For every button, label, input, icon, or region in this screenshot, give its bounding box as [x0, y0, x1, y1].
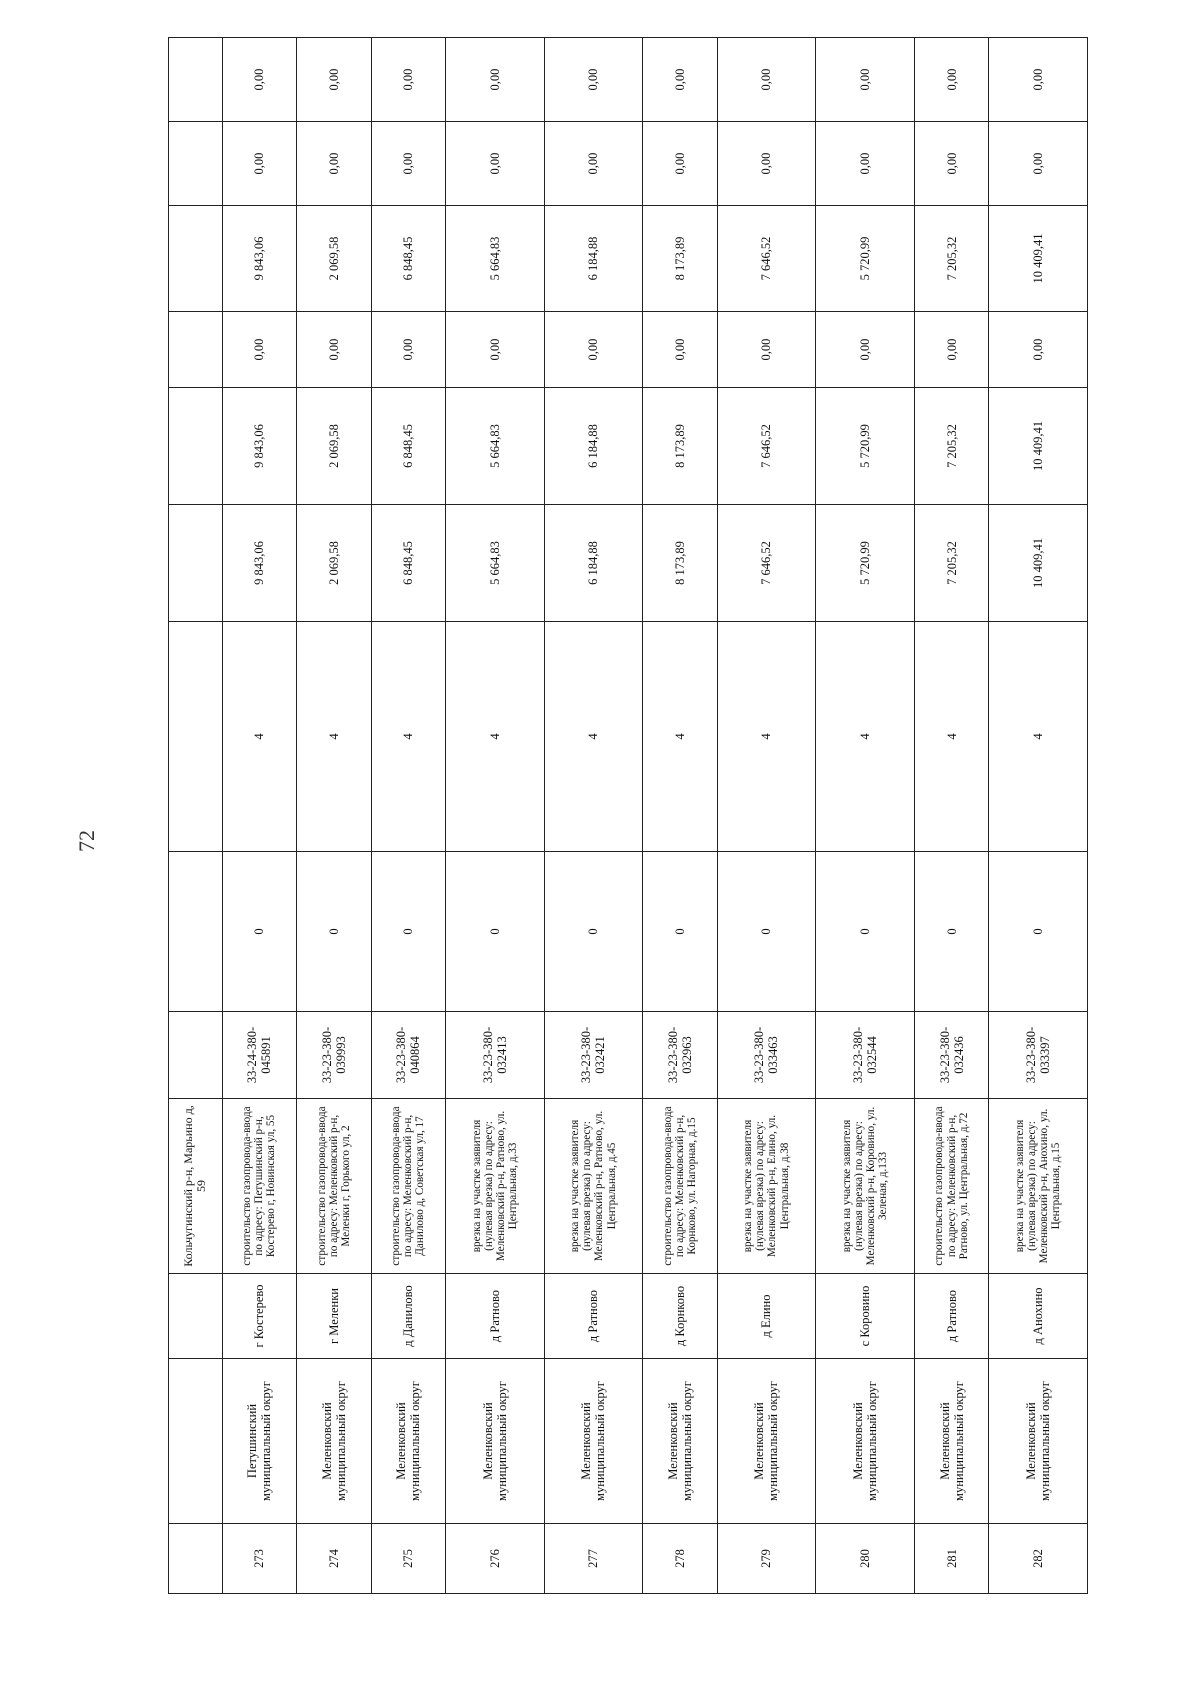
cell-cadastre: 33-23-380-032436 [914, 1012, 988, 1099]
cell-v6: 0,00 [989, 38, 1088, 122]
cell-cadastre: 33-23-380-032413 [446, 1012, 545, 1099]
table-row [446, 38, 545, 1594]
cell-cadastre [169, 1012, 223, 1099]
cell-v2: 7 646,52 [717, 388, 816, 505]
cell-v5: 0,00 [989, 122, 1088, 206]
cell-cadastre: 33-23-380-033463 [717, 1012, 816, 1099]
cell-cadastre: 33-23-380-032963 [643, 1012, 717, 1099]
cell-col-b: 4 [816, 622, 915, 852]
cell-v5: 0,00 [544, 122, 643, 206]
table-row [816, 38, 915, 1594]
cell-address: врезка на участке заявителя (нулевая врезка) по адресу: Меленковский р-н, Анохино, ул. Центральная, д.15 [989, 1099, 1088, 1274]
cell-v4: 6 848,45 [371, 206, 445, 312]
cell-col-a: 0 [544, 852, 643, 1012]
cell-settlement: г Меленки [297, 1274, 371, 1359]
cell-v2: 7 205,32 [914, 388, 988, 505]
cell-no: 281 [914, 1524, 988, 1594]
page-number: 72 [74, 830, 99, 852]
cell-v4: 8 173,89 [643, 206, 717, 312]
cell-v4: 10 409,41 [989, 206, 1088, 312]
table-row [914, 38, 988, 1594]
cell-v1: 7 646,52 [717, 505, 816, 622]
cell-address: врезка на участке заявителя (нулевая врезка) по адресу: Меленковский р-н, Ратново, ул. Центральная, д.33 [446, 1099, 545, 1274]
cell-col-a: 0 [446, 852, 545, 1012]
cell-district: Меленковский муниципальный округ [446, 1359, 545, 1524]
cell-settlement: д Ратново [914, 1274, 988, 1359]
cell-settlement: д Данилово [371, 1274, 445, 1359]
cell-col-b: 4 [643, 622, 717, 852]
cell-district: Меленковский муниципальный округ [717, 1359, 816, 1524]
cell-v2: 5 720,99 [816, 388, 915, 505]
table-row [222, 38, 296, 1594]
cell-v3: 0,00 [222, 312, 296, 388]
cell-v1: 8 173,89 [643, 505, 717, 622]
cell-col-b [169, 622, 223, 852]
cell-district: Меленковский муниципальный округ [816, 1359, 915, 1524]
table-frame [168, 68, 1088, 1594]
cell-v2: 6 848,45 [371, 388, 445, 505]
cell-col-b: 4 [222, 622, 296, 852]
cell-address: строительство газопровода-ввода по адресу: Петушинский р-н, Костерево г, Новинская ул, 55 [222, 1099, 296, 1274]
cell-no: 280 [816, 1524, 915, 1594]
cell-v3: 0,00 [371, 312, 445, 388]
cell-cadastre: 33-23-380-040864 [371, 1012, 445, 1099]
cell-col-a: 0 [297, 852, 371, 1012]
cell-col-b: 4 [371, 622, 445, 852]
cell-settlement: д Анохино [989, 1274, 1088, 1359]
cell-v3: 0,00 [643, 312, 717, 388]
table-row [643, 38, 717, 1594]
cell-v6 [169, 38, 223, 122]
cell-settlement: д Ратново [446, 1274, 545, 1359]
cell-cadastre: 33-23-380-032544 [816, 1012, 915, 1099]
cell-v3: 0,00 [989, 312, 1088, 388]
cell-district: Меленковский муниципальный округ [643, 1359, 717, 1524]
cell-col-a: 0 [989, 852, 1088, 1012]
cell-no: 275 [371, 1524, 445, 1594]
table-row [989, 38, 1088, 1594]
cell-v3 [169, 312, 223, 388]
cell-v2: 9 843,06 [222, 388, 296, 505]
table-row [297, 38, 371, 1594]
cell-col-b: 4 [446, 622, 545, 852]
cell-v6: 0,00 [717, 38, 816, 122]
cell-col-a: 0 [222, 852, 296, 1012]
cell-v4: 9 843,06 [222, 206, 296, 312]
cell-v3: 0,00 [717, 312, 816, 388]
cell-address: строительство газопровода-ввода по адресу: Меленковский р-н, Данилово д, Советская ул, 17 [371, 1099, 445, 1274]
cell-v4: 7 646,52 [717, 206, 816, 312]
cell-district: Меленковский муниципальный округ [989, 1359, 1088, 1524]
cell-col-a: 0 [371, 852, 445, 1012]
cell-no: 276 [446, 1524, 545, 1594]
cell-v5: 0,00 [297, 122, 371, 206]
cell-address: строительство газопровода-ввода по адресу: Меленковский р-н, Ратново, ул. Центральная, д.72 [914, 1099, 988, 1274]
cell-district: Меленковский муниципальный округ [371, 1359, 445, 1524]
cell-address: врезка на участке заявителя (нулевая врезка) по адресу: Меленковский р-н, Ратново, ул. Центральная, д.45 [544, 1099, 643, 1274]
cell-address: врезка на участке заявителя (нулевая врезка) по адресу: Меленковский р-н, Елино, ул. Центральная, д.38 [717, 1099, 816, 1274]
cell-address: строительство газопровода-ввода по адресу: Меленковский р-н, Меленки г, Горького ул, 2 [297, 1099, 371, 1274]
cell-settlement: д Корнково [643, 1274, 717, 1359]
cell-col-a: 0 [717, 852, 816, 1012]
table-body [169, 38, 1088, 1594]
cell-v4: 5 664,83 [446, 206, 545, 312]
cell-v1: 5 720,99 [816, 505, 915, 622]
cell-no: 278 [643, 1524, 717, 1594]
cell-v1: 10 409,41 [989, 505, 1088, 622]
cell-v4 [169, 206, 223, 312]
cell-v3: 0,00 [914, 312, 988, 388]
cell-v1: 9 843,06 [222, 505, 296, 622]
cell-district: Петушинский муниципальный округ [222, 1359, 296, 1524]
cell-v6: 0,00 [446, 38, 545, 122]
cell-v2 [169, 388, 223, 505]
cell-settlement: с Коровино [816, 1274, 915, 1359]
cell-v3: 0,00 [297, 312, 371, 388]
table-row [717, 38, 816, 1594]
cell-v4: 2 069,58 [297, 206, 371, 312]
cell-v6: 0,00 [643, 38, 717, 122]
cell-settlement: г Костерево [222, 1274, 296, 1359]
cell-col-a: 0 [643, 852, 717, 1012]
cell-v5 [169, 122, 223, 206]
cell-no: 282 [989, 1524, 1088, 1594]
cell-cadastre: 33-23-380-039993 [297, 1012, 371, 1099]
cell-v6: 0,00 [544, 38, 643, 122]
cell-v6: 0,00 [816, 38, 915, 122]
cell-v4: 5 720,99 [816, 206, 915, 312]
cell-v3: 0,00 [544, 312, 643, 388]
cell-col-b: 4 [717, 622, 816, 852]
cell-col-b: 4 [989, 622, 1088, 852]
cell-no: 279 [717, 1524, 816, 1594]
rotated-table [168, 68, 1088, 1594]
cell-settlement [169, 1274, 223, 1359]
cell-v5: 0,00 [371, 122, 445, 206]
cell-v1: 6 184,88 [544, 505, 643, 622]
cell-cadastre: 33-24-380-045891 [222, 1012, 296, 1099]
cell-v5: 0,00 [643, 122, 717, 206]
cell-v1: 5 664,83 [446, 505, 545, 622]
cell-col-b: 4 [297, 622, 371, 852]
cell-cadastre: 33-23-380-032421 [544, 1012, 643, 1099]
cell-v1: 2 069,58 [297, 505, 371, 622]
cell-v2: 8 173,89 [643, 388, 717, 505]
cell-v5: 0,00 [914, 122, 988, 206]
cell-address: врезка на участке заявителя (нулевая врезка) по адресу: Меленковский р-н, Коровино, ул. Зеленая, д.133 [816, 1099, 915, 1274]
cell-district: Меленковский муниципальный округ [914, 1359, 988, 1524]
cell-col-a: 0 [816, 852, 915, 1012]
cell-no: 277 [544, 1524, 643, 1594]
cell-cadastre: 33-23-380-033397 [989, 1012, 1088, 1099]
cell-col-a: 0 [914, 852, 988, 1012]
cell-v6: 0,00 [222, 38, 296, 122]
cell-no: 274 [297, 1524, 371, 1594]
cell-v5: 0,00 [446, 122, 545, 206]
cell-v5: 0,00 [717, 122, 816, 206]
cell-no [169, 1524, 223, 1594]
cell-col-a [169, 852, 223, 1012]
cell-no: 273 [222, 1524, 296, 1594]
cell-v5: 0,00 [816, 122, 915, 206]
table-row-continuation [169, 38, 223, 1594]
cell-settlement: д Ратново [544, 1274, 643, 1359]
cell-address: Кольчугинский р-н, Марьино д, 59 [169, 1099, 223, 1274]
cell-col-b: 4 [914, 622, 988, 852]
cell-settlement: д Елино [717, 1274, 816, 1359]
cell-v6: 0,00 [297, 38, 371, 122]
cell-v3: 0,00 [446, 312, 545, 388]
cell-v3: 0,00 [816, 312, 915, 388]
cell-district: Меленковский муниципальный округ [544, 1359, 643, 1524]
table-row [371, 38, 445, 1594]
cell-v2: 5 664,83 [446, 388, 545, 505]
cell-v4: 7 205,32 [914, 206, 988, 312]
cell-v1: 6 848,45 [371, 505, 445, 622]
cell-v1: 7 205,32 [914, 505, 988, 622]
cell-district: Меленковский муниципальный округ [297, 1359, 371, 1524]
cell-v2: 10 409,41 [989, 388, 1088, 505]
cell-address: строительство газопровода-ввода по адресу: Меленковский р-н, Корнково, ул. Нагорная, д.15 [643, 1099, 717, 1274]
table-row [544, 38, 643, 1594]
cell-col-b: 4 [544, 622, 643, 852]
cell-v6: 0,00 [914, 38, 988, 122]
cell-v5: 0,00 [222, 122, 296, 206]
cell-v2: 6 184,88 [544, 388, 643, 505]
cell-v1 [169, 505, 223, 622]
cell-district [169, 1359, 223, 1524]
cell-v6: 0,00 [371, 38, 445, 122]
cell-v4: 6 184,88 [544, 206, 643, 312]
cell-v2: 2 069,58 [297, 388, 371, 505]
data-table [168, 37, 1088, 1594]
